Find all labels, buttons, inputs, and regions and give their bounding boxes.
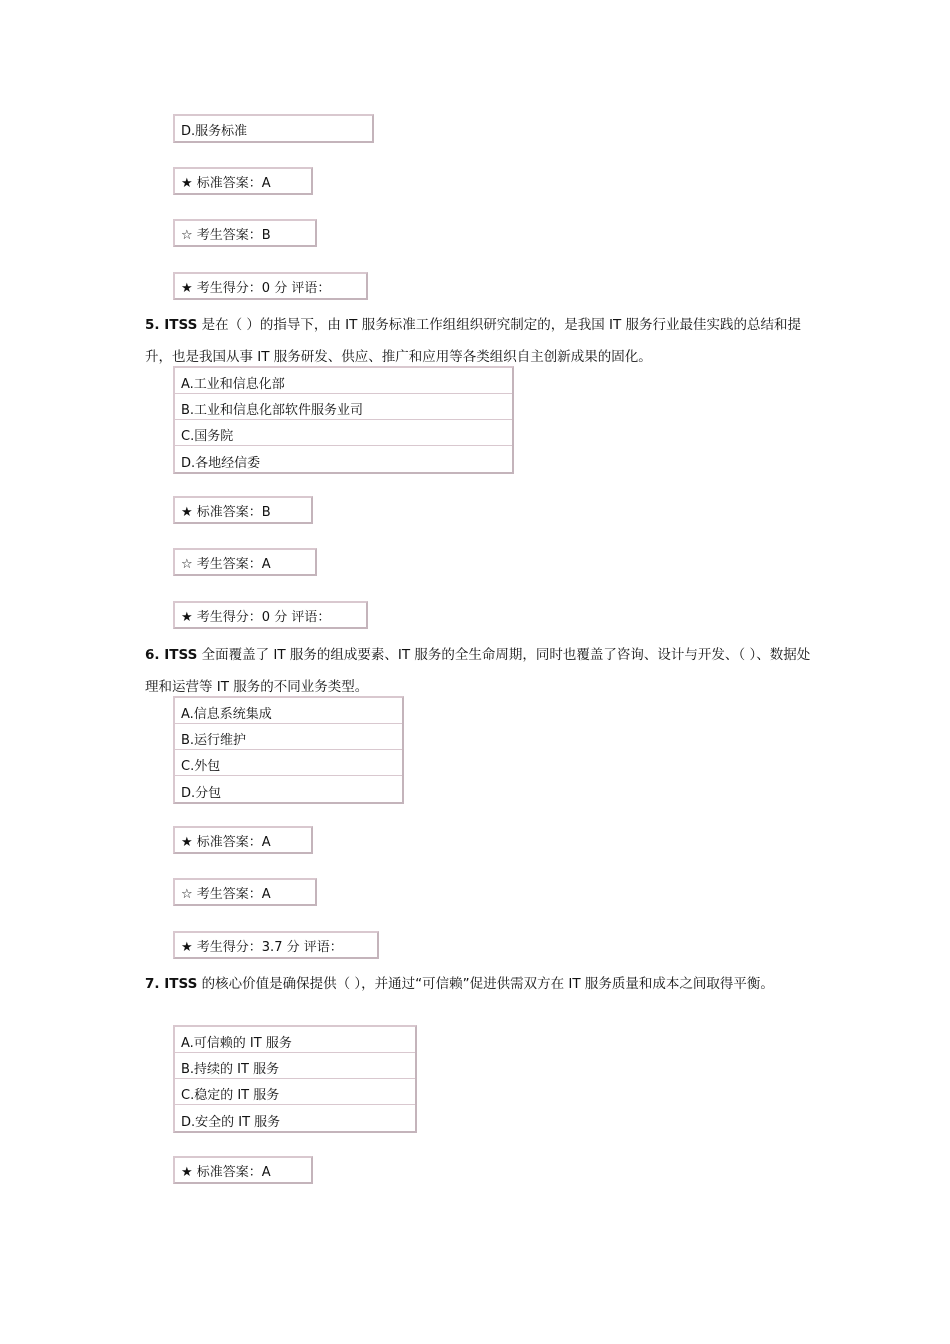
option-text: C.稳定的 IT 服务 xyxy=(181,1088,280,1103)
question-number: 5. ITSS xyxy=(145,317,198,333)
options-table xyxy=(173,1025,417,1133)
score-comment: ★ 考生得分：3.7 分 评语： xyxy=(181,940,343,955)
option-c xyxy=(175,750,402,776)
option-b xyxy=(175,724,402,750)
student-answer: ☆ 考生答案：A xyxy=(181,557,271,572)
standard-answer: ★ 标准答案：A xyxy=(181,176,271,191)
student-answer: ☆ 考生答案：A xyxy=(181,887,271,902)
option-text: C.外包 xyxy=(181,759,221,774)
student-answer-box xyxy=(173,219,317,247)
standard-answer-box xyxy=(173,1156,313,1184)
option-text: A.可信赖的 IT 服务 xyxy=(181,1036,292,1051)
options-table xyxy=(173,366,514,474)
option-d xyxy=(175,776,402,802)
question-number: 6. ITSS xyxy=(145,647,198,663)
option-d-box xyxy=(173,114,374,143)
option-d xyxy=(175,1105,415,1131)
option-text: D.分包 xyxy=(181,786,222,801)
option-text: A.工业和信息化部 xyxy=(181,377,285,392)
standard-answer: ★ 标准答案：B xyxy=(181,505,271,520)
option-text: D.安全的 IT 服务 xyxy=(181,1115,281,1130)
option-d xyxy=(175,446,512,472)
option-text: B.工业和信息化部软件服务业司 xyxy=(181,403,364,418)
score-box xyxy=(173,931,379,959)
option-c xyxy=(175,420,512,446)
question-text: 的核心价值是确保提供（ ），并通过“可信赖”促进供需双方在 IT 服务质量和成本之间取得平衡。 xyxy=(197,976,774,992)
option-text: A.信息系统集成 xyxy=(181,707,272,722)
question-6 xyxy=(145,639,815,703)
options-table xyxy=(173,696,404,804)
option-c xyxy=(175,1079,415,1105)
question-text: 全面覆盖了 IT 服务的组成要素、IT 服务的全生命周期，同时也覆盖了咨询、设计与开发、（ ）、数据处理和运营等 IT 服务的不同业务类型。 xyxy=(145,647,811,695)
question-number: 7. ITSS xyxy=(145,976,198,992)
option-text: D.服务标准 xyxy=(181,124,248,139)
standard-answer-box xyxy=(173,496,313,524)
student-answer-box xyxy=(173,878,317,906)
question-7 xyxy=(145,968,815,1000)
option-a xyxy=(175,368,512,394)
option-a xyxy=(175,1027,415,1053)
standard-answer: ★ 标准答案：A xyxy=(181,1165,271,1180)
student-answer-box xyxy=(173,548,317,576)
standard-answer-box xyxy=(173,826,313,854)
option-text: B.持续的 IT 服务 xyxy=(181,1062,280,1077)
score-comment: ★ 考生得分：0 分 评语： xyxy=(181,281,331,296)
score-comment: ★ 考生得分：0 分 评语： xyxy=(181,610,331,625)
student-answer: ☆ 考生答案：B xyxy=(181,228,271,243)
option-b xyxy=(175,1053,415,1079)
option-text: B.运行维护 xyxy=(181,733,247,748)
standard-answer-box xyxy=(173,167,313,195)
option-b xyxy=(175,394,512,420)
option-text: C.国务院 xyxy=(181,429,234,444)
option-text: D.各地经信委 xyxy=(181,456,261,471)
score-box xyxy=(173,272,368,300)
question-5 xyxy=(145,309,815,373)
question-text: 是在（ ）的指导下，由 IT 服务标准工作组组织研究制定的，是我国 IT 服务行业最佳实践的总结和提升，也是我国从事 IT 服务研发、供应、推广和应用等各类组织自主创新成果的固化。 xyxy=(145,317,801,365)
standard-answer: ★ 标准答案：A xyxy=(181,835,271,850)
option-a xyxy=(175,698,402,724)
score-box xyxy=(173,601,368,629)
